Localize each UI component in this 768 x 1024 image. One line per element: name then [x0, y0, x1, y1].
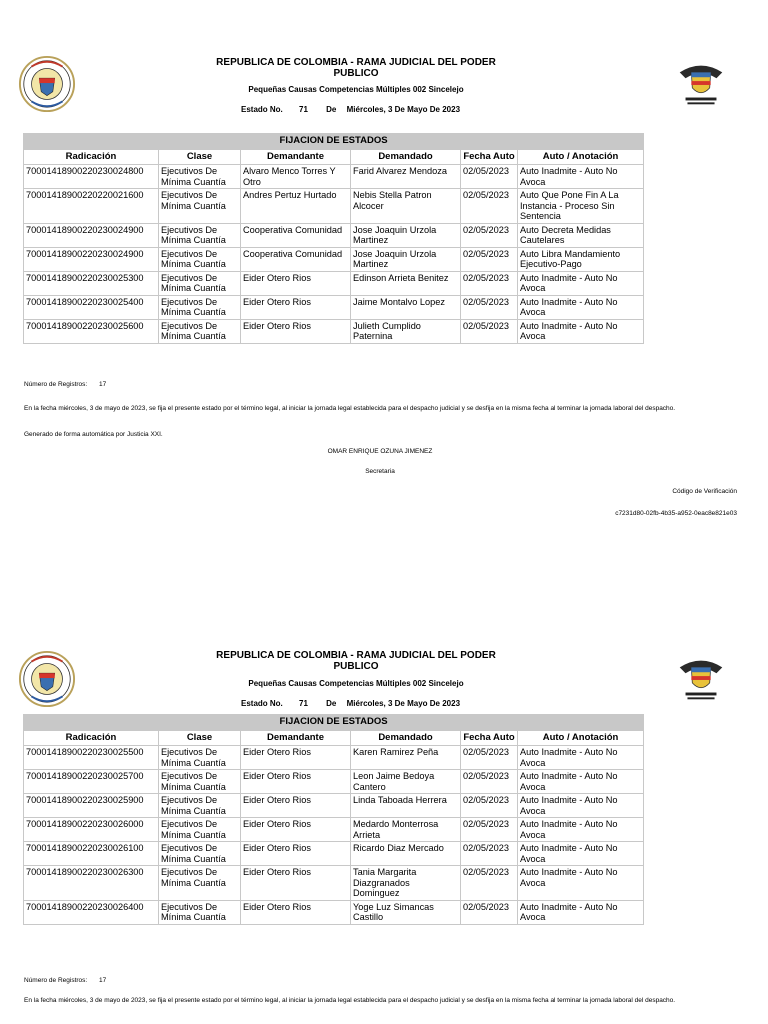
fecha-auto-cell: 02/05/2023	[461, 818, 518, 842]
estado-number: 71	[299, 699, 308, 708]
table-row	[24, 842, 644, 866]
column-header: Demandado	[351, 149, 461, 165]
demandante-cell: Eider Otero Rios	[241, 818, 351, 842]
document-page-2	[0, 595, 768, 1024]
column-header: Fecha Auto	[461, 149, 518, 165]
column-header: Radicación	[24, 730, 159, 746]
column-header: Demandado	[351, 730, 461, 746]
radicacion-cell: 70001418900220230026100	[24, 842, 159, 866]
table-body	[24, 746, 644, 925]
demandante-cell: Cooperativa Comunidad	[241, 247, 351, 271]
anotacion-cell: Auto Inadmite - Auto No Avoca	[518, 818, 644, 842]
table-body	[24, 165, 644, 344]
notice-text: En la fecha miércoles, 3 de mayo de 2023, se fija el presente estado por el término legal, al iniciar la jornada legal establecida para el despacho judicial y se desfija en la misma fecha al terminar la jornada laboral del despacho.	[24, 405, 676, 412]
clase-cell: Ejecutivos De Mínima Cuantía	[159, 189, 241, 224]
fecha-auto-cell: 02/05/2023	[461, 271, 518, 295]
table-row	[24, 295, 644, 319]
signer-name: OMAR ENRIQUE OZUNA JIMENEZ	[327, 448, 433, 455]
demandado-cell: Jaime Montalvo Lopez	[351, 295, 461, 319]
anotacion-cell: Auto Inadmite - Auto No Avoca	[518, 794, 644, 818]
clase-cell: Ejecutivos De Mínima Cuantía	[159, 866, 241, 901]
registros-count: 17	[99, 977, 107, 984]
radicacion-cell: 70001418900220230025600	[24, 319, 159, 343]
fecha-auto-cell: 02/05/2023	[461, 247, 518, 271]
demandado-cell: Tania Margarita Diazgranados Dominguez	[351, 866, 461, 901]
anotacion-cell: Auto Inadmite - Auto No Avoca	[518, 842, 644, 866]
de-label: De	[326, 699, 337, 708]
fecha-auto-cell: 02/05/2023	[461, 770, 518, 794]
demandado-cell: Leon Jaime Bedoya Cantero	[351, 770, 461, 794]
clase-cell: Ejecutivos De Mínima Cuantía	[159, 295, 241, 319]
anotacion-cell: Auto Inadmite - Auto No Avoca	[518, 271, 644, 295]
verification-code: c7231d80-02fb-4b35-a952-0eac8e821e03	[615, 510, 737, 517]
anotacion-cell: Auto Inadmite - Auto No Avoca	[518, 295, 644, 319]
demandante-cell: Eider Otero Rios	[241, 770, 351, 794]
column-header: Fecha Auto	[461, 730, 518, 746]
demandante-cell: Eider Otero Rios	[241, 842, 351, 866]
table-row	[24, 247, 644, 271]
fecha-auto-cell: 02/05/2023	[461, 189, 518, 224]
registros-label: Número de Registros:	[24, 977, 88, 984]
registros-count: 17	[99, 381, 107, 388]
table-row	[24, 866, 644, 901]
registros-line	[24, 977, 106, 985]
radicacion-cell: 70001418900220230025300	[24, 271, 159, 295]
colombia-coat-of-arms-icon	[672, 650, 730, 708]
estado-line	[241, 699, 460, 708]
fecha-auto-cell: 02/05/2023	[461, 866, 518, 901]
radicacion-cell: 70001418900220230024900	[24, 247, 159, 271]
estado-number: 71	[299, 105, 308, 114]
demandado-cell: Nebis Stella Patron Alcocer	[351, 189, 461, 224]
estado-line	[241, 105, 460, 114]
demandante-cell: Andres Pertuz Hurtado	[241, 189, 351, 224]
table-row	[24, 818, 644, 842]
registros-line	[24, 381, 106, 389]
demandado-cell: Yoge Luz Simancas Castillo	[351, 900, 461, 924]
clase-cell: Ejecutivos De Mínima Cuantía	[159, 818, 241, 842]
demandado-cell: Edinson Arrieta Benitez	[351, 271, 461, 295]
fecha-auto-cell: 02/05/2023	[461, 746, 518, 770]
clase-cell: Ejecutivos De Mínima Cuantía	[159, 319, 241, 343]
fecha-auto-cell: 02/05/2023	[461, 842, 518, 866]
demandado-cell: Karen Ramirez Peña	[351, 746, 461, 770]
column-header: Demandante	[241, 149, 351, 165]
table-row	[24, 223, 644, 247]
fecha-auto-cell: 02/05/2023	[461, 165, 518, 189]
demandante-cell: Eider Otero Rios	[241, 271, 351, 295]
column-header: Radicación	[24, 149, 159, 165]
anotacion-cell: Auto Inadmite - Auto No Avoca	[518, 770, 644, 794]
radicacion-cell: 70001418900220230026300	[24, 866, 159, 901]
fecha-auto-cell: 02/05/2023	[461, 295, 518, 319]
table-row	[24, 770, 644, 794]
anotacion-cell: Auto Inadmite - Auto No Avoca	[518, 900, 644, 924]
radicacion-cell: 70001418900220230024900	[24, 223, 159, 247]
registros-label: Número de Registros:	[24, 381, 88, 388]
column-header: Auto / Anotación	[518, 149, 644, 165]
fijacion-table	[23, 714, 644, 925]
estado-label: Estado No.	[241, 699, 283, 708]
demandado-cell: Medardo Monterrosa Arrieta	[351, 818, 461, 842]
estado-label: Estado No.	[241, 105, 283, 114]
clase-cell: Ejecutivos De Mínima Cuantía	[159, 794, 241, 818]
radicacion-cell: 70001418900220220021600	[24, 189, 159, 224]
demandante-cell: Eider Otero Rios	[241, 794, 351, 818]
de-label: De	[326, 105, 337, 114]
column-header: Auto / Anotación	[518, 730, 644, 746]
demandante-cell: Eider Otero Rios	[241, 866, 351, 901]
rama-judicial-seal-icon	[18, 650, 76, 708]
verification-label: Código de Verificación	[672, 488, 737, 495]
clase-cell: Ejecutivos De Mínima Cuantía	[159, 900, 241, 924]
table-row	[24, 271, 644, 295]
column-header: Clase	[159, 730, 241, 746]
column-header: Clase	[159, 149, 241, 165]
generated-text: Generado de forma automática por Justicia XXI.	[24, 431, 163, 438]
fecha-auto-cell: 02/05/2023	[461, 900, 518, 924]
anotacion-cell: Auto Inadmite - Auto No Avoca	[518, 165, 644, 189]
radicacion-cell: 70001418900220230024800	[24, 165, 159, 189]
estado-date: Miércoles, 3 De Mayo De 2023	[346, 105, 461, 114]
anotacion-cell: Auto Libra Mandamiento Ejecutivo-Pago	[518, 247, 644, 271]
demandante-cell: Alvaro Menco Torres Y Otro	[241, 165, 351, 189]
radicacion-cell: 70001418900220230026000	[24, 818, 159, 842]
clase-cell: Ejecutivos De Mínima Cuantía	[159, 271, 241, 295]
demandante-cell: Eider Otero Rios	[241, 746, 351, 770]
table-caption: FIJACION DE ESTADOS	[24, 715, 644, 731]
anotacion-cell: Auto Inadmite - Auto No Avoca	[518, 319, 644, 343]
fecha-auto-cell: 02/05/2023	[461, 319, 518, 343]
demandado-cell: Julieth Cumplido Paternina	[351, 319, 461, 343]
demandado-cell: Farid Alvarez Mendoza	[351, 165, 461, 189]
estado-date: Miércoles, 3 De Mayo De 2023	[346, 699, 461, 708]
demandado-cell: Jose Joaquin Urzola Martinez	[351, 247, 461, 271]
table-row	[24, 794, 644, 818]
anotacion-cell: Auto Inadmite - Auto No Avoca	[518, 746, 644, 770]
table-row	[24, 746, 644, 770]
demandante-cell: Cooperativa Comunidad	[241, 223, 351, 247]
fecha-auto-cell: 02/05/2023	[461, 223, 518, 247]
radicacion-cell: 70001418900220230025400	[24, 295, 159, 319]
notice-text: En la fecha miércoles, 3 de mayo de 2023, se fija el presente estado por el término legal, al iniciar la jornada legal establecida para el despacho judicial y se desfija en la misma fecha al terminar la jornada laboral del despacho.	[24, 997, 676, 1004]
demandado-cell: Linda Taboada Herrera	[351, 794, 461, 818]
anotacion-cell: Auto Decreta Medidas Cautelares	[518, 223, 644, 247]
court-name: Pequeñas Causas Competencias Múltiples 002 Sincelejo	[248, 679, 464, 688]
anotacion-cell: Auto Que Pone Fin A La Instancia - Proceso Sin Sentencia	[518, 189, 644, 224]
colombia-coat-of-arms-icon	[672, 55, 730, 113]
demandado-cell: Jose Joaquin Urzola Martinez	[351, 223, 461, 247]
document-title: REPUBLICA DE COLOMBIA - RAMA JUDICIAL DEL PODER PUBLICO	[216, 650, 496, 672]
clase-cell: Ejecutivos De Mínima Cuantía	[159, 165, 241, 189]
table-row	[24, 319, 644, 343]
demandante-cell: Eider Otero Rios	[241, 900, 351, 924]
table-row	[24, 189, 644, 224]
radicacion-cell: 70001418900220230025700	[24, 770, 159, 794]
clase-cell: Ejecutivos De Mínima Cuantía	[159, 746, 241, 770]
fecha-auto-cell: 02/05/2023	[461, 794, 518, 818]
rama-judicial-seal-icon	[18, 55, 76, 113]
court-name: Pequeñas Causas Competencias Múltiples 002 Sincelejo	[248, 85, 464, 94]
radicacion-cell: 70001418900220230025900	[24, 794, 159, 818]
fijacion-table	[23, 133, 644, 344]
anotacion-cell: Auto Inadmite - Auto No Avoca	[518, 866, 644, 901]
demandante-cell: Eider Otero Rios	[241, 295, 351, 319]
column-header: Demandante	[241, 730, 351, 746]
table-row	[24, 165, 644, 189]
clase-cell: Ejecutivos De Mínima Cuantía	[159, 247, 241, 271]
demandado-cell: Ricardo Diaz Mercado	[351, 842, 461, 866]
table-caption: FIJACION DE ESTADOS	[24, 134, 644, 150]
demandante-cell: Eider Otero Rios	[241, 319, 351, 343]
table-row	[24, 900, 644, 924]
clase-cell: Ejecutivos De Mínima Cuantía	[159, 223, 241, 247]
radicacion-cell: 70001418900220230026400	[24, 900, 159, 924]
signer-role: Secretaria	[365, 468, 395, 475]
clase-cell: Ejecutivos De Mínima Cuantía	[159, 770, 241, 794]
clase-cell: Ejecutivos De Mínima Cuantía	[159, 842, 241, 866]
radicacion-cell: 70001418900220230025500	[24, 746, 159, 770]
document-title: REPUBLICA DE COLOMBIA - RAMA JUDICIAL DEL PODER PUBLICO	[216, 57, 496, 79]
